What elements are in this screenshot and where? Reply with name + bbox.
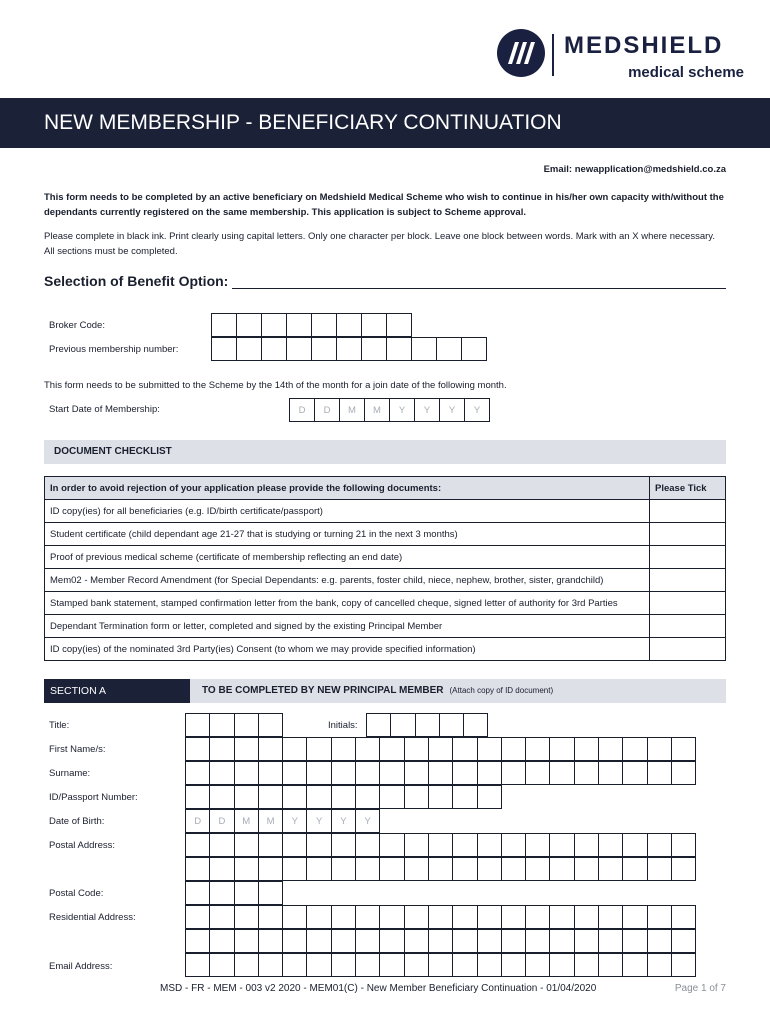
postal-code-grid[interactable] bbox=[185, 881, 283, 905]
character-block[interactable] bbox=[671, 833, 696, 857]
document-checklist-title: DOCUMENT CHECKLIST bbox=[54, 446, 172, 457]
checklist-item: ID copy(ies) of the nominated 3rd Party(ies) Consent (to whom we may provide specified information) bbox=[45, 638, 650, 661]
character-block[interactable] bbox=[574, 761, 599, 785]
character-block[interactable] bbox=[415, 713, 440, 737]
character-block[interactable] bbox=[574, 953, 599, 977]
character-block[interactable] bbox=[355, 737, 380, 761]
character-block[interactable] bbox=[428, 929, 453, 953]
character-block[interactable] bbox=[286, 337, 312, 361]
character-block[interactable] bbox=[209, 881, 234, 905]
tick-box[interactable] bbox=[650, 638, 726, 661]
character-block[interactable] bbox=[209, 833, 234, 857]
character-block[interactable] bbox=[211, 313, 237, 337]
date-block[interactable]: Y bbox=[464, 398, 490, 422]
benefit-option-label: Selection of Benefit Option: bbox=[44, 273, 229, 289]
character-block[interactable] bbox=[282, 953, 307, 977]
character-block[interactable] bbox=[282, 761, 307, 785]
character-block[interactable] bbox=[234, 761, 259, 785]
benefit-option-field[interactable] bbox=[232, 288, 726, 289]
character-block[interactable] bbox=[306, 785, 331, 809]
character-block[interactable] bbox=[234, 785, 259, 809]
character-block[interactable] bbox=[234, 857, 259, 881]
character-block[interactable] bbox=[234, 713, 259, 737]
character-block[interactable] bbox=[525, 737, 550, 761]
date-block[interactable]: M bbox=[258, 809, 283, 833]
dob-label: Date of Birth: bbox=[49, 816, 105, 827]
character-block[interactable] bbox=[671, 737, 696, 761]
tick-box[interactable] bbox=[650, 546, 726, 569]
character-block[interactable] bbox=[306, 761, 331, 785]
dob-grid[interactable] bbox=[185, 809, 380, 833]
section-a-header bbox=[44, 679, 726, 703]
character-block[interactable] bbox=[549, 857, 574, 881]
logo-divider bbox=[552, 34, 554, 76]
first-names-label: First Name/s: bbox=[49, 744, 106, 755]
character-block[interactable] bbox=[501, 929, 526, 953]
character-block[interactable] bbox=[404, 929, 429, 953]
title-banner bbox=[0, 98, 770, 148]
residential-address-label: Residential Address: bbox=[49, 912, 136, 923]
title-grid[interactable] bbox=[185, 713, 283, 737]
document-checklist-table bbox=[44, 476, 726, 661]
character-block[interactable] bbox=[622, 929, 647, 953]
character-block[interactable] bbox=[574, 905, 599, 929]
character-block[interactable] bbox=[428, 857, 453, 881]
footer-text: MSD - FR - MEM - 003 v2 2020 - MEM01(C) - New Member Beneficiary Continuation - 01/04/2020 bbox=[160, 983, 597, 994]
date-block[interactable]: D bbox=[289, 398, 315, 422]
checklist-item: ID copy(ies) for all beneficiaries (e.g. ID/birth certificate/passport) bbox=[45, 500, 650, 523]
tick-box[interactable] bbox=[650, 615, 726, 638]
character-block[interactable] bbox=[574, 737, 599, 761]
date-block[interactable]: Y bbox=[355, 809, 380, 833]
character-block[interactable] bbox=[331, 785, 356, 809]
character-block[interactable] bbox=[622, 761, 647, 785]
character-block[interactable] bbox=[404, 953, 429, 977]
character-block[interactable] bbox=[209, 905, 234, 929]
tick-box[interactable] bbox=[650, 523, 726, 546]
character-block[interactable] bbox=[549, 833, 574, 857]
tick-box[interactable] bbox=[650, 592, 726, 615]
id-passport-label: ID/Passport Number: bbox=[49, 792, 138, 803]
character-block[interactable] bbox=[477, 953, 502, 977]
character-block[interactable] bbox=[501, 857, 526, 881]
character-block[interactable] bbox=[282, 929, 307, 953]
character-block[interactable] bbox=[671, 929, 696, 953]
intro-text: This form needs to be completed by an active beneficiary on Medshield Medical Scheme who wish to continue in his/her own capacity with/without the dependants currently registered on the same membership. This application is subject to Scheme approval. bbox=[44, 192, 724, 218]
tick-box[interactable] bbox=[650, 500, 726, 523]
character-block[interactable] bbox=[428, 953, 453, 977]
character-block[interactable] bbox=[622, 857, 647, 881]
checklist-item: Student certificate (child dependant age 21-27 that is studying or turning 21 in the next 3 months) bbox=[45, 523, 650, 546]
character-block[interactable] bbox=[622, 737, 647, 761]
character-block[interactable] bbox=[574, 833, 599, 857]
date-block[interactable]: Y bbox=[331, 809, 356, 833]
character-block[interactable] bbox=[336, 313, 362, 337]
character-block[interactable] bbox=[209, 713, 234, 737]
broker-code-grid[interactable] bbox=[211, 313, 412, 337]
character-block[interactable] bbox=[477, 929, 502, 953]
character-block[interactable] bbox=[209, 761, 234, 785]
character-block[interactable] bbox=[477, 905, 502, 929]
character-block[interactable] bbox=[306, 905, 331, 929]
character-block[interactable] bbox=[477, 785, 502, 809]
checklist-header: In order to avoid rejection of your application please provide the following documents: bbox=[45, 477, 650, 500]
character-block[interactable] bbox=[331, 929, 356, 953]
character-block[interactable] bbox=[439, 713, 464, 737]
character-block[interactable] bbox=[282, 737, 307, 761]
character-block[interactable] bbox=[598, 737, 623, 761]
page-title: NEW MEMBERSHIP - BENEFICIARY CONTINUATION bbox=[44, 111, 562, 134]
character-block[interactable] bbox=[306, 953, 331, 977]
character-block[interactable] bbox=[525, 929, 550, 953]
date-block[interactable]: D bbox=[314, 398, 340, 422]
character-block[interactable] bbox=[428, 761, 453, 785]
character-block[interactable] bbox=[622, 953, 647, 977]
character-block[interactable] bbox=[361, 337, 387, 361]
character-block[interactable] bbox=[452, 905, 477, 929]
character-block[interactable] bbox=[209, 929, 234, 953]
character-block[interactable] bbox=[379, 833, 404, 857]
character-block[interactable] bbox=[379, 785, 404, 809]
character-block[interactable] bbox=[258, 737, 283, 761]
character-block[interactable] bbox=[209, 785, 234, 809]
character-block[interactable] bbox=[671, 857, 696, 881]
character-block[interactable] bbox=[355, 905, 380, 929]
character-block[interactable] bbox=[452, 785, 477, 809]
character-block[interactable] bbox=[525, 857, 550, 881]
character-block[interactable] bbox=[331, 953, 356, 977]
character-block[interactable] bbox=[286, 313, 312, 337]
character-block[interactable] bbox=[549, 953, 574, 977]
character-block[interactable] bbox=[209, 857, 234, 881]
character-block[interactable] bbox=[501, 833, 526, 857]
email-address-grid[interactable] bbox=[185, 953, 696, 977]
start-date-grid[interactable] bbox=[289, 398, 490, 422]
checklist-item: Stamped bank statement, stamped confirmation letter from the bank, copy of cancelled cheque, signed letter of authority for 3rd Parties bbox=[45, 592, 650, 615]
character-block[interactable] bbox=[574, 929, 599, 953]
medshield-logo-icon bbox=[496, 28, 546, 78]
character-block[interactable] bbox=[598, 857, 623, 881]
character-block[interactable] bbox=[361, 313, 387, 337]
character-block[interactable] bbox=[622, 833, 647, 857]
date-block[interactable]: Y bbox=[282, 809, 307, 833]
checklist-row bbox=[45, 523, 726, 546]
checklist-row bbox=[45, 615, 726, 638]
character-block[interactable] bbox=[234, 929, 259, 953]
previous-membership-label: Previous membership number: bbox=[49, 344, 179, 355]
character-block[interactable] bbox=[647, 929, 672, 953]
character-block[interactable] bbox=[452, 857, 477, 881]
date-block[interactable]: M bbox=[364, 398, 390, 422]
character-block[interactable] bbox=[185, 785, 210, 809]
character-block[interactable] bbox=[236, 337, 262, 361]
instructions-text: Please complete in black ink. Print clearly using capital letters. Only one character per block. Leave one block between words. Mark with an X where necessary. All sections must be completed. bbox=[44, 231, 715, 257]
character-block[interactable] bbox=[477, 857, 502, 881]
character-block[interactable] bbox=[647, 833, 672, 857]
character-block[interactable] bbox=[598, 929, 623, 953]
character-block[interactable] bbox=[379, 761, 404, 785]
character-block[interactable] bbox=[331, 857, 356, 881]
character-block[interactable] bbox=[671, 761, 696, 785]
character-block[interactable] bbox=[282, 833, 307, 857]
character-block[interactable] bbox=[386, 313, 412, 337]
medshield-logo bbox=[496, 28, 746, 86]
checklist-row bbox=[45, 546, 726, 569]
character-block[interactable] bbox=[463, 713, 488, 737]
character-block[interactable] bbox=[477, 737, 502, 761]
checklist-header-row bbox=[45, 477, 726, 500]
brand-tagline: medical scheme bbox=[628, 64, 744, 81]
character-block[interactable] bbox=[209, 737, 234, 761]
character-block[interactable] bbox=[185, 857, 210, 881]
date-block[interactable]: Y bbox=[414, 398, 440, 422]
character-block[interactable] bbox=[379, 905, 404, 929]
character-block[interactable] bbox=[404, 785, 429, 809]
character-block[interactable] bbox=[355, 833, 380, 857]
checklist-row bbox=[45, 569, 726, 592]
character-block[interactable] bbox=[331, 905, 356, 929]
character-block[interactable] bbox=[549, 737, 574, 761]
character-block[interactable] bbox=[234, 905, 259, 929]
character-block[interactable] bbox=[258, 833, 283, 857]
residential-address-grid-1[interactable] bbox=[185, 905, 696, 929]
character-block[interactable] bbox=[452, 761, 477, 785]
character-block[interactable] bbox=[234, 881, 259, 905]
character-block[interactable] bbox=[185, 953, 210, 977]
character-block[interactable] bbox=[258, 761, 283, 785]
date-block[interactable]: Y bbox=[306, 809, 331, 833]
character-block[interactable] bbox=[436, 337, 462, 361]
character-block[interactable] bbox=[647, 905, 672, 929]
section-a-subtitle: (Attach copy of ID document) bbox=[449, 686, 554, 695]
character-block[interactable] bbox=[404, 857, 429, 881]
character-block[interactable] bbox=[355, 929, 380, 953]
character-block[interactable] bbox=[258, 929, 283, 953]
character-block[interactable] bbox=[282, 905, 307, 929]
section-a-title bbox=[202, 685, 553, 696]
character-block[interactable] bbox=[525, 953, 550, 977]
character-block[interactable] bbox=[185, 737, 210, 761]
character-block[interactable] bbox=[379, 929, 404, 953]
character-block[interactable] bbox=[477, 833, 502, 857]
character-block[interactable] bbox=[185, 713, 210, 737]
character-block[interactable] bbox=[549, 761, 574, 785]
character-block[interactable] bbox=[282, 785, 307, 809]
character-block[interactable] bbox=[379, 737, 404, 761]
character-block[interactable] bbox=[574, 857, 599, 881]
title-label: Title: bbox=[49, 720, 70, 731]
character-block[interactable] bbox=[428, 905, 453, 929]
character-block[interactable] bbox=[428, 737, 453, 761]
initials-grid[interactable] bbox=[366, 713, 488, 737]
character-block[interactable] bbox=[185, 761, 210, 785]
contact-email: Email: newapplication@medshield.co.za bbox=[543, 164, 726, 175]
character-block[interactable] bbox=[258, 713, 283, 737]
character-block[interactable] bbox=[234, 953, 259, 977]
character-block[interactable] bbox=[211, 337, 237, 361]
date-block[interactable]: M bbox=[339, 398, 365, 422]
character-block[interactable] bbox=[622, 905, 647, 929]
character-block[interactable] bbox=[452, 833, 477, 857]
character-block[interactable] bbox=[306, 857, 331, 881]
postal-address-label: Postal Address: bbox=[49, 840, 116, 851]
character-block[interactable] bbox=[379, 857, 404, 881]
character-block[interactable] bbox=[525, 905, 550, 929]
character-block[interactable] bbox=[647, 737, 672, 761]
page-number: Page 1 of 7 bbox=[674, 983, 726, 994]
character-block[interactable] bbox=[209, 953, 234, 977]
character-block[interactable] bbox=[549, 929, 574, 953]
character-block[interactable] bbox=[236, 313, 262, 337]
character-block[interactable] bbox=[671, 953, 696, 977]
residential-address-grid-2[interactable] bbox=[185, 929, 696, 953]
email-address-label: Email Address: bbox=[49, 961, 113, 972]
character-block[interactable] bbox=[647, 857, 672, 881]
character-block[interactable] bbox=[461, 337, 487, 361]
broker-code-label: Broker Code: bbox=[49, 320, 105, 331]
checklist-item: Mem02 - Member Record Amendment (for Special Dependants: e.g. parents, foster child, niece, nephew, brother, sister, grandchild) bbox=[45, 569, 650, 592]
checklist-row bbox=[45, 500, 726, 523]
postal-code-label: Postal Code: bbox=[49, 888, 104, 899]
character-block[interactable] bbox=[671, 905, 696, 929]
character-block[interactable] bbox=[185, 905, 210, 929]
date-block[interactable]: Y bbox=[439, 398, 465, 422]
character-block[interactable] bbox=[404, 737, 429, 761]
character-block[interactable] bbox=[598, 905, 623, 929]
checklist-item: Proof of previous medical scheme (certificate of membership reflecting an end date) bbox=[45, 546, 650, 569]
character-block[interactable] bbox=[258, 953, 283, 977]
submission-note: This form needs to be submitted to the Scheme by the 14th of the month for a join date of the following month. bbox=[44, 380, 507, 391]
character-block[interactable] bbox=[404, 905, 429, 929]
date-block[interactable]: Y bbox=[389, 398, 415, 422]
brand-name: MEDSHIELD bbox=[564, 32, 724, 59]
character-block[interactable] bbox=[379, 953, 404, 977]
character-block[interactable] bbox=[428, 785, 453, 809]
character-block[interactable] bbox=[647, 761, 672, 785]
character-block[interactable] bbox=[331, 833, 356, 857]
character-block[interactable] bbox=[386, 337, 412, 361]
postal-address-grid-1[interactable] bbox=[185, 833, 696, 857]
previous-membership-grid[interactable] bbox=[211, 337, 487, 361]
character-block[interactable] bbox=[355, 857, 380, 881]
character-block[interactable] bbox=[311, 313, 337, 337]
character-block[interactable] bbox=[647, 953, 672, 977]
document-checklist-header bbox=[44, 440, 726, 464]
character-block[interactable] bbox=[355, 785, 380, 809]
initials-label: Initials: bbox=[328, 720, 358, 731]
character-block[interactable] bbox=[258, 905, 283, 929]
date-block[interactable]: D bbox=[209, 809, 234, 833]
character-block[interactable] bbox=[355, 761, 380, 785]
checklist-row bbox=[45, 638, 726, 661]
character-block[interactable] bbox=[306, 833, 331, 857]
please-tick-header: Please Tick bbox=[650, 477, 726, 500]
character-block[interactable] bbox=[355, 953, 380, 977]
character-block[interactable] bbox=[452, 737, 477, 761]
surname-grid[interactable] bbox=[185, 761, 696, 785]
character-block[interactable] bbox=[549, 905, 574, 929]
character-block[interactable] bbox=[258, 881, 283, 905]
character-block[interactable] bbox=[477, 761, 502, 785]
character-block[interactable] bbox=[501, 905, 526, 929]
start-date-label: Start Date of Membership: bbox=[49, 404, 160, 415]
character-block[interactable] bbox=[501, 761, 526, 785]
id-passport-grid[interactable] bbox=[185, 785, 502, 809]
character-block[interactable] bbox=[598, 953, 623, 977]
character-block[interactable] bbox=[501, 737, 526, 761]
character-block[interactable] bbox=[331, 761, 356, 785]
character-block[interactable] bbox=[258, 785, 283, 809]
section-a-title-text: TO BE COMPLETED BY NEW PRINCIPAL MEMBER bbox=[202, 685, 444, 696]
character-block[interactable] bbox=[258, 857, 283, 881]
character-block[interactable] bbox=[598, 833, 623, 857]
checklist-item: Dependant Termination form or letter, completed and signed by the existing Principal Member bbox=[45, 615, 650, 638]
character-block[interactable] bbox=[261, 313, 287, 337]
character-block[interactable] bbox=[598, 761, 623, 785]
section-a-tab: SECTION A bbox=[44, 679, 190, 703]
character-block[interactable] bbox=[261, 337, 287, 361]
character-block[interactable] bbox=[185, 929, 210, 953]
character-block[interactable] bbox=[331, 737, 356, 761]
date-block[interactable]: M bbox=[234, 809, 259, 833]
character-block[interactable] bbox=[452, 929, 477, 953]
date-block[interactable]: D bbox=[185, 809, 210, 833]
character-block[interactable] bbox=[306, 737, 331, 761]
character-block[interactable] bbox=[185, 881, 210, 905]
character-block[interactable] bbox=[282, 857, 307, 881]
character-block[interactable] bbox=[234, 833, 259, 857]
postal-address-grid-2[interactable] bbox=[185, 857, 696, 881]
character-block[interactable] bbox=[390, 713, 415, 737]
character-block[interactable] bbox=[525, 833, 550, 857]
character-block[interactable] bbox=[306, 929, 331, 953]
character-block[interactable] bbox=[452, 953, 477, 977]
character-block[interactable] bbox=[411, 337, 437, 361]
character-block[interactable] bbox=[525, 761, 550, 785]
first-names-grid[interactable] bbox=[185, 737, 696, 761]
character-block[interactable] bbox=[404, 761, 429, 785]
character-block[interactable] bbox=[366, 713, 391, 737]
character-block[interactable] bbox=[185, 833, 210, 857]
character-block[interactable] bbox=[234, 737, 259, 761]
checklist-row bbox=[45, 592, 726, 615]
character-block[interactable] bbox=[428, 833, 453, 857]
character-block[interactable] bbox=[404, 833, 429, 857]
tick-box[interactable] bbox=[650, 569, 726, 592]
character-block[interactable] bbox=[336, 337, 362, 361]
character-block[interactable] bbox=[311, 337, 337, 361]
character-block[interactable] bbox=[501, 953, 526, 977]
surname-label: Surname: bbox=[49, 768, 91, 779]
